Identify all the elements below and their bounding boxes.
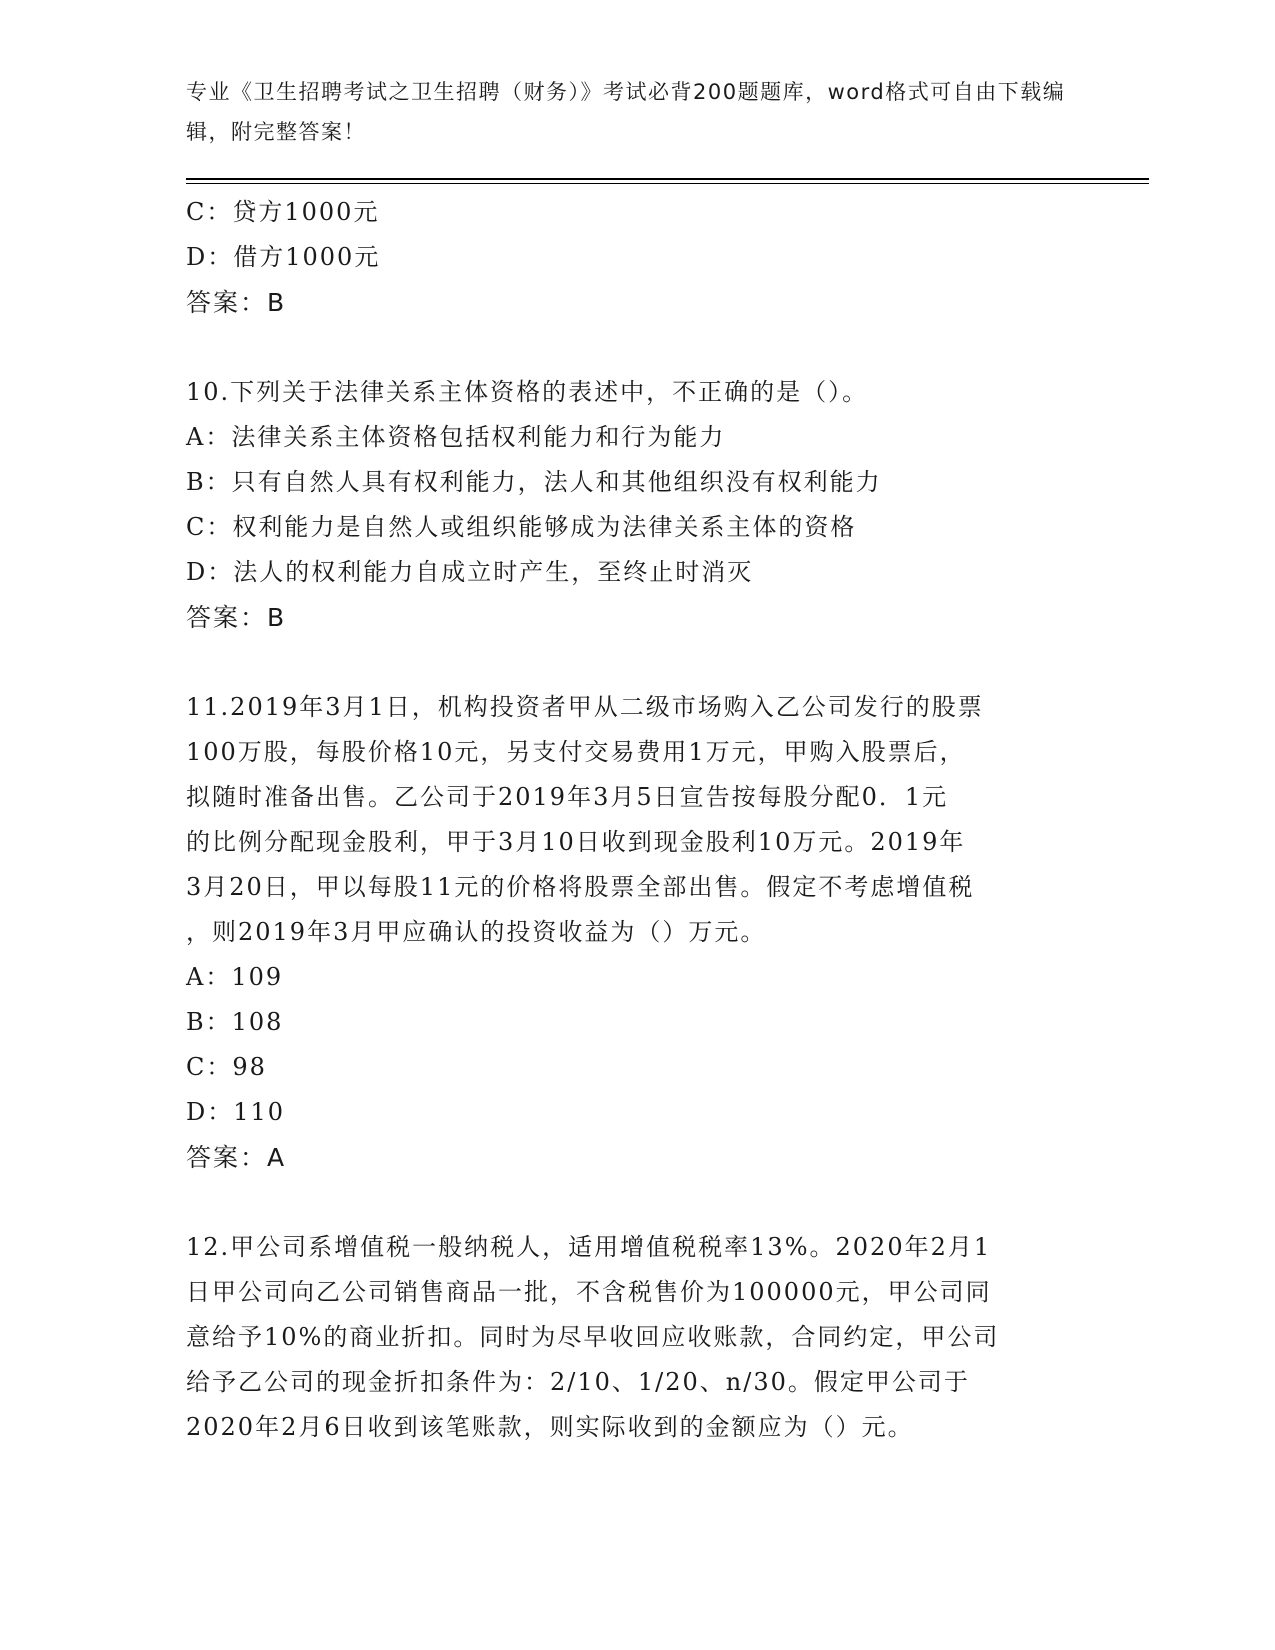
answer: 答案：B [186,288,287,317]
option-b: B：108 [186,1008,284,1036]
document-header [186,72,1066,152]
option-d: D：借方1000元 [186,243,381,271]
option-c: C：权利能力是自然人或组织能够成为法律关系主体的资格 [186,513,857,541]
spacer [186,1180,1086,1225]
question-stem-line: 的比例分配现金股利，甲于3月10日收到现金股利10万元。2019年 [186,828,966,856]
question-stem-line: 日甲公司向乙公司销售商品一批，不含税售价为100000元，甲公司同 [186,1278,992,1306]
option-d: D：110 [186,1098,286,1126]
spacer [186,640,1086,685]
option-c: C：98 [186,1053,267,1081]
option-a: A：109 [186,963,284,991]
header-divider-thick [186,178,1149,180]
question-stem-line: 给予乙公司的现金折扣条件为：2/10、1/20、n/30。假定甲公司于 [186,1368,970,1396]
option-a: A：法律关系主体资格包括权利能力和行为能力 [186,423,726,451]
option-d: D：法人的权利能力自成立时产生，至终止时消灭 [186,558,754,586]
question-stem-line: 拟随时准备出售。乙公司于2019年3月5日宣告按每股分配0．1元 [186,783,949,811]
answer: 答案：B [186,603,287,632]
question-stem-line: ，则2019年3月甲应确认的投资收益为（）万元。 [186,918,767,946]
document-body [186,190,1086,1450]
question-stem-line: 2020年2月6日收到该笔账款，则实际收到的金额应为（）元。 [186,1413,914,1441]
question-stem: 10.下列关于法律关系主体资格的表述中，不正确的是（）。 [186,378,869,406]
header-title: 专业《卫生招聘考试之卫生招聘（财务）》考试必背200题题库，word格式可自由下载编辑，附完整答案！ [186,80,1066,144]
option-b: B：只有自然人具有权利能力，法人和其他组织没有权利能力 [186,468,882,496]
question-stem-line: 3月20日，甲以每股11元的价格将股票全部出售。假定不考虑增值税 [186,873,975,901]
question-10 [186,370,1086,640]
question-stem-line: 12.甲公司系增值税一般纳税人，适用增值税税率13%。2020年2月1 [186,1233,992,1261]
question-9 [186,190,1086,325]
option-c: C：贷方1000元 [186,198,380,226]
header-divider-thin [186,183,1149,184]
question-11 [186,685,1086,1180]
question-12 [186,1225,1086,1450]
question-stem-line: 意给予10%的商业折扣。同时为尽早收回应收账款，合同约定，甲公司 [186,1323,1000,1351]
question-stem-line: 100万股，每股价格10元，另支付交易费用1万元，甲购入股票后， [186,738,966,766]
spacer [186,325,1086,370]
question-stem-line: 11.2019年3月1日，机构投资者甲从二级市场购入乙公司发行的股票 [186,693,984,721]
answer: 答案：A [186,1143,287,1172]
